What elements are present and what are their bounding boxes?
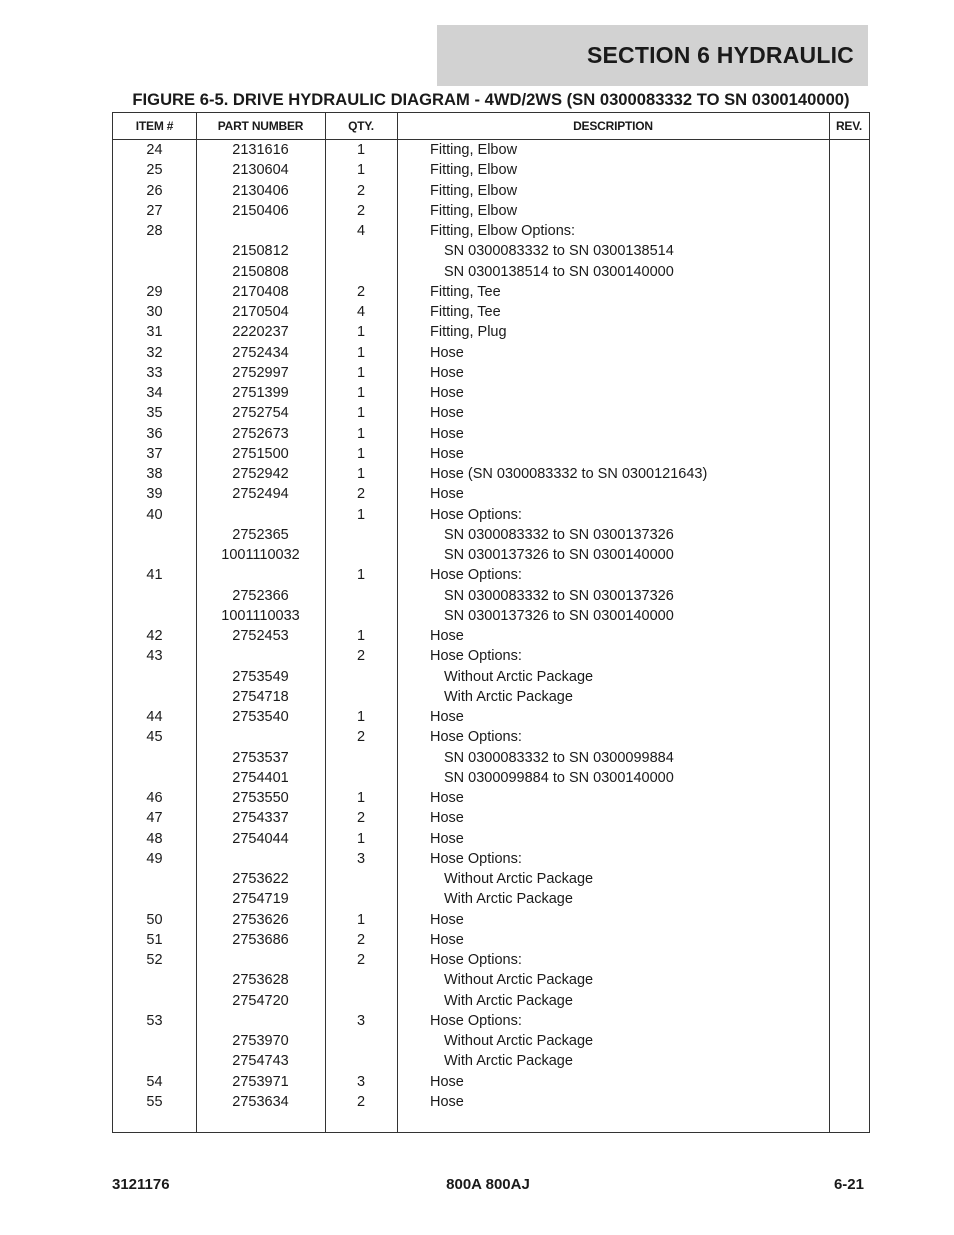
part-number-cell: 2753550 — [232, 790, 289, 806]
header-item: ITEM # — [135, 119, 174, 133]
description-cell: SN 0300083332 to SN 0300137326 — [444, 587, 674, 604]
part-number-cell: 2130406 — [232, 182, 289, 199]
table-header — [113, 113, 869, 140]
qty-cell: 1 — [356, 830, 366, 847]
part-number-cell: 1001110033 — [221, 607, 300, 624]
part-number-cell: 2754719 — [232, 891, 289, 908]
qty-cell: 2 — [356, 283, 366, 300]
part-number-cell: 2150406 — [232, 202, 289, 219]
qty-cell: 3 — [356, 850, 366, 867]
item-cell: 29 — [146, 283, 163, 300]
table-row — [113, 322, 869, 342]
item-cell: 48 — [146, 830, 163, 847]
table-row — [113, 930, 869, 950]
qty-cell: 1 — [356, 709, 366, 725]
part-number-cell: 2754337 — [232, 810, 289, 827]
item-cell: 35 — [146, 405, 163, 422]
table-row — [113, 707, 869, 727]
description-cell: Hose Options: — [430, 729, 522, 746]
description-cell: Fitting, Elbow — [430, 182, 518, 199]
description-cell: Fitting, Elbow — [430, 202, 518, 219]
description-cell: With Arctic Package — [444, 992, 573, 1009]
table-row — [113, 808, 869, 828]
qty-cell: 1 — [356, 385, 366, 401]
item-cell: 39 — [146, 486, 163, 503]
qty-cell: 1 — [356, 790, 366, 806]
item-cell: 24 — [146, 142, 163, 158]
qty-cell: 1 — [356, 628, 366, 644]
part-number-cell: 2220237 — [232, 324, 289, 341]
table-row — [113, 343, 869, 363]
table-row — [113, 262, 869, 282]
table-row — [113, 464, 869, 484]
table-row — [113, 1031, 869, 1051]
table-row — [113, 403, 869, 423]
description-cell: Fitting, Tee — [430, 283, 501, 300]
description-cell: Hose — [430, 628, 464, 644]
description-cell: With Arctic Package — [444, 891, 573, 908]
part-number-cell: 2753628 — [232, 972, 289, 989]
table-row — [113, 788, 869, 808]
item-cell: 31 — [146, 324, 163, 341]
qty-cell: 3 — [356, 1073, 366, 1090]
table-row — [113, 768, 869, 788]
header-part-number: PART NUMBER — [217, 119, 304, 133]
table-row — [113, 910, 869, 930]
footer-page-number: 6-21 — [833, 1176, 864, 1193]
table-row — [113, 687, 869, 707]
description-cell: Fitting, Elbow — [430, 142, 518, 158]
item-cell: 33 — [146, 364, 163, 381]
table-row — [113, 748, 869, 768]
table-row — [113, 241, 869, 261]
footer-manual-number: 3121176 — [112, 1176, 170, 1193]
part-number-cell: 2170504 — [232, 304, 289, 320]
table-row — [113, 727, 869, 747]
part-number-cell: 2131616 — [232, 142, 289, 158]
part-number-cell: 2753686 — [232, 931, 289, 948]
description-cell: With Arctic Package — [444, 1053, 573, 1070]
qty-cell: 1 — [356, 567, 366, 584]
part-number-cell: 2752434 — [232, 344, 289, 361]
header-qty: QTY. — [348, 119, 374, 133]
qty-cell: 1 — [356, 344, 366, 361]
parts-table — [112, 112, 870, 1133]
description-cell: Hose — [430, 364, 464, 381]
item-cell: 37 — [146, 445, 163, 462]
description-cell: Hose — [430, 1073, 464, 1090]
description-cell: Hose — [430, 1093, 464, 1110]
table-row — [113, 1092, 869, 1112]
item-cell: 51 — [146, 931, 163, 948]
part-number-cell: 2752494 — [232, 486, 289, 503]
qty-cell: 1 — [356, 466, 366, 482]
description-cell: SN 0300083332 to SN 0300138514 — [444, 243, 674, 260]
item-cell: 54 — [146, 1073, 163, 1090]
qty-cell: 1 — [356, 506, 366, 523]
description-cell: SN 0300137326 to SN 0300140000 — [444, 607, 674, 624]
description-cell: Hose — [430, 486, 464, 503]
table-row — [113, 221, 869, 241]
qty-cell: 2 — [356, 182, 366, 199]
table-row — [113, 424, 869, 444]
description-cell: Hose Options: — [430, 952, 522, 968]
page-footer — [112, 1176, 864, 1196]
item-cell: 42 — [146, 628, 163, 644]
part-number-cell: 2753626 — [232, 911, 289, 928]
description-cell: Hose — [430, 931, 464, 948]
part-number-cell: 2752942 — [232, 466, 289, 482]
table-row — [113, 525, 869, 545]
table-row — [113, 950, 869, 970]
description-cell: Hose — [430, 385, 464, 401]
table-row — [113, 849, 869, 869]
description-cell: SN 0300083332 to SN 0300099884 — [444, 749, 674, 766]
description-cell: Hose Options: — [430, 506, 522, 523]
description-cell: Fitting, Plug — [430, 324, 507, 341]
qty-cell: 1 — [356, 324, 366, 341]
item-cell: 44 — [146, 709, 163, 725]
qty-cell: 4 — [356, 304, 366, 320]
part-number-cell: 2753537 — [232, 749, 289, 766]
description-cell: Hose — [430, 709, 464, 725]
item-cell: 32 — [146, 344, 163, 361]
figure-title: FIGURE 6-5. DRIVE HYDRAULIC DIAGRAM - 4WD/2WS (SN 0300083332 TO SN 0300140000) — [132, 90, 850, 109]
description-cell: Without Arctic Package — [444, 972, 594, 989]
description-cell: Without Arctic Package — [444, 668, 594, 685]
description-cell: Hose — [430, 405, 464, 422]
item-cell: 49 — [146, 850, 163, 867]
description-cell: SN 0300138514 to SN 0300140000 — [444, 263, 674, 280]
description-cell: SN 0300083332 to SN 0300137326 — [444, 526, 674, 543]
item-cell: 47 — [146, 810, 163, 827]
qty-cell: 2 — [356, 648, 366, 665]
description-cell: With Arctic Package — [444, 688, 573, 705]
part-number-cell: 2753549 — [232, 668, 289, 685]
description-cell: Without Arctic Package — [444, 871, 594, 887]
part-number-cell: 1001110032 — [221, 547, 300, 563]
item-cell: 55 — [146, 1093, 163, 1110]
qty-cell: 1 — [356, 162, 366, 179]
qty-cell: 1 — [356, 142, 366, 158]
qty-cell: 3 — [356, 1012, 366, 1029]
item-cell: 46 — [146, 790, 163, 806]
table-row — [113, 889, 869, 909]
description-cell: Hose Options: — [430, 648, 522, 665]
table-row — [113, 991, 869, 1011]
qty-cell: 1 — [356, 405, 366, 422]
item-cell: 30 — [146, 304, 163, 320]
item-cell: 40 — [146, 506, 163, 523]
description-cell: Hose Options: — [430, 850, 522, 867]
part-number-cell: 2754720 — [232, 992, 289, 1009]
section-title: SECTION 6 HYDRAULIC — [586, 42, 854, 68]
part-number-cell: 2150808 — [232, 263, 289, 280]
description-cell: Hose — [430, 425, 464, 442]
part-number-cell: 2754718 — [232, 688, 289, 705]
table-row — [113, 505, 869, 525]
description-cell: Hose — [430, 445, 464, 462]
item-cell: 38 — [146, 466, 163, 482]
part-number-cell: 2753634 — [232, 1093, 289, 1110]
part-number-cell: 2753971 — [232, 1073, 289, 1090]
item-cell: 41 — [146, 567, 163, 584]
qty-cell: 4 — [356, 223, 366, 239]
part-number-cell: 2752997 — [232, 364, 289, 381]
description-cell: Hose — [430, 911, 464, 928]
item-cell: 36 — [146, 425, 163, 442]
description-cell: Hose — [430, 830, 464, 847]
part-number-cell: 2753970 — [232, 1033, 289, 1049]
part-number-cell: 2752453 — [232, 628, 289, 644]
qty-cell: 2 — [356, 1093, 366, 1110]
table-body — [113, 140, 869, 1112]
description-cell: Hose — [430, 344, 464, 361]
item-cell: 53 — [146, 1012, 163, 1029]
table-row — [113, 484, 869, 504]
table-row — [113, 626, 869, 646]
item-cell: 27 — [146, 202, 163, 219]
qty-cell: 2 — [356, 810, 366, 827]
qty-cell: 1 — [356, 425, 366, 442]
part-number-cell: 2751500 — [232, 445, 289, 462]
part-number-cell: 2754044 — [232, 830, 289, 847]
qty-cell: 1 — [356, 911, 366, 928]
table-row — [113, 363, 869, 383]
qty-cell: 1 — [356, 364, 366, 381]
table-row — [113, 586, 869, 606]
table-row — [113, 1051, 869, 1071]
table-row — [113, 829, 869, 849]
table-row — [113, 383, 869, 403]
description-cell: Fitting, Tee — [430, 304, 501, 320]
table-row — [113, 545, 869, 565]
description-cell: Hose Options: — [430, 567, 522, 584]
description-cell: Fitting, Elbow — [430, 162, 518, 179]
part-number-cell: 2752366 — [232, 587, 289, 604]
item-cell: 25 — [146, 162, 163, 179]
table-row — [113, 160, 869, 180]
item-cell: 45 — [146, 729, 163, 746]
table-row — [113, 565, 869, 585]
table-row — [113, 1011, 869, 1031]
description-cell: Hose (SN 0300083332 to SN 0300121643) — [430, 466, 708, 482]
part-number-cell: 2752754 — [232, 405, 289, 422]
description-cell: Hose Options: — [430, 1012, 522, 1029]
description-cell: Hose — [430, 790, 464, 806]
description-cell: SN 0300137326 to SN 0300140000 — [444, 547, 674, 563]
part-number-cell: 2150812 — [232, 243, 289, 260]
header-description: DESCRIPTION — [573, 119, 653, 133]
qty-cell: 2 — [356, 952, 366, 968]
table-row — [113, 667, 869, 687]
qty-cell: 2 — [356, 202, 366, 219]
table-row — [113, 646, 869, 666]
table-row — [113, 606, 869, 626]
qty-cell: 2 — [356, 729, 366, 746]
item-cell: 34 — [146, 385, 163, 401]
part-number-cell: 2753622 — [232, 871, 289, 887]
item-cell: 52 — [146, 952, 163, 968]
footer-model: 800A 800AJ — [446, 1176, 530, 1193]
table-row — [113, 181, 869, 201]
description-cell: SN 0300099884 to SN 0300140000 — [444, 769, 674, 786]
part-number-cell: 2130604 — [232, 162, 289, 179]
qty-cell: 2 — [356, 486, 366, 503]
item-cell: 26 — [146, 182, 163, 199]
table-row — [113, 869, 869, 889]
table-row — [113, 970, 869, 990]
header-rev: REV. — [835, 119, 863, 133]
part-number-cell: 2754401 — [232, 769, 289, 786]
table-row — [113, 1072, 869, 1092]
item-cell: 28 — [146, 223, 163, 239]
part-number-cell: 2751399 — [232, 385, 289, 401]
part-number-cell: 2170408 — [232, 283, 289, 300]
description-cell: Hose — [430, 810, 464, 827]
qty-cell: 2 — [356, 931, 366, 948]
table-row — [113, 282, 869, 302]
section-banner — [437, 25, 868, 86]
qty-cell: 1 — [356, 445, 366, 462]
table-row — [113, 444, 869, 464]
item-cell: 50 — [146, 911, 163, 928]
description-cell: Without Arctic Package — [444, 1033, 594, 1049]
table-row — [113, 302, 869, 322]
table-row — [113, 201, 869, 221]
part-number-cell: 2752365 — [232, 526, 289, 543]
part-number-cell: 2754743 — [232, 1053, 289, 1070]
description-cell: Fitting, Elbow Options: — [430, 223, 576, 239]
table-row — [113, 140, 869, 160]
item-cell: 43 — [146, 648, 163, 665]
part-number-cell: 2753540 — [232, 709, 289, 725]
part-number-cell: 2752673 — [232, 425, 289, 442]
